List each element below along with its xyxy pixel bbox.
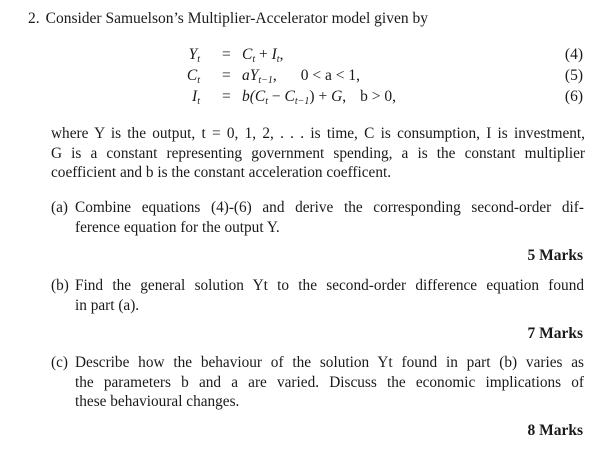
equation-rhs: $aY_{t-1}$, 0 < a < 1,: [242, 67, 361, 86]
part-text: [75, 353, 584, 412]
equation-number: (5): [564, 67, 583, 84]
part-text: [75, 198, 584, 237]
equation-condition: b > 0,: [360, 88, 397, 105]
part-line: the parameters b and a are varied. Discuss the economic implications of: [75, 373, 584, 391]
equation-rhs: $b(C_t - C_{t-1}) + G$, b > 0,: [242, 88, 397, 107]
part-line: Describe how the behaviour of the solution Yt found in part (b) varies as: [75, 354, 584, 371]
part-line: ference equation for the output Y.: [75, 218, 280, 236]
question-intro: Consider Samuelson’s Multiplier-Accelerator model given by: [45, 10, 428, 27]
equation-5: [0, 67, 607, 87]
equation-rhs: $C_t + I_t$,: [242, 46, 284, 65]
part-text: [75, 276, 584, 315]
equation-lhs: $I_t$: [192, 88, 200, 107]
description-line: where Y is the output, t = 0, 1, 2, . . . is time, C is consumption, I is investment,: [51, 125, 585, 142]
question-heading: [28, 10, 428, 28]
equals-sign: =: [222, 67, 231, 84]
equation-6: [0, 88, 607, 108]
equals-sign: =: [222, 88, 231, 105]
equals-sign: =: [222, 46, 231, 63]
description-line: coefficient and b is the constant acceleration coefficent.: [51, 164, 392, 181]
equation-number: (6): [564, 88, 583, 105]
marks-part-a: 5 Marks: [527, 247, 583, 264]
part-line: in part (a).: [75, 296, 140, 314]
equation-number: (4): [564, 46, 583, 63]
equation-4: [0, 46, 607, 66]
part-line: Find the general solution Yt to the second-order difference equation found: [75, 277, 584, 294]
part-line: Combine equations (4)-(6) and derive the corresponding second-order dif-: [75, 199, 584, 216]
part-label: (c): [51, 354, 68, 371]
question-number: 2.: [28, 10, 40, 27]
model-description: [51, 124, 585, 183]
part-label: (b): [51, 277, 69, 294]
part-line: these behavioural changes.: [75, 393, 240, 410]
equation-lhs: $C_t$: [186, 67, 200, 86]
equation-condition: 0 < a < 1,: [300, 67, 361, 84]
part-label: (a): [51, 199, 68, 216]
description-line: G is a constant representing government spending, a is the constant multiplier: [51, 144, 585, 162]
marks-part-c: 8 Marks: [527, 422, 583, 439]
equation-lhs: $Y_t$: [188, 46, 200, 65]
marks-part-b: 7 Marks: [527, 325, 583, 342]
